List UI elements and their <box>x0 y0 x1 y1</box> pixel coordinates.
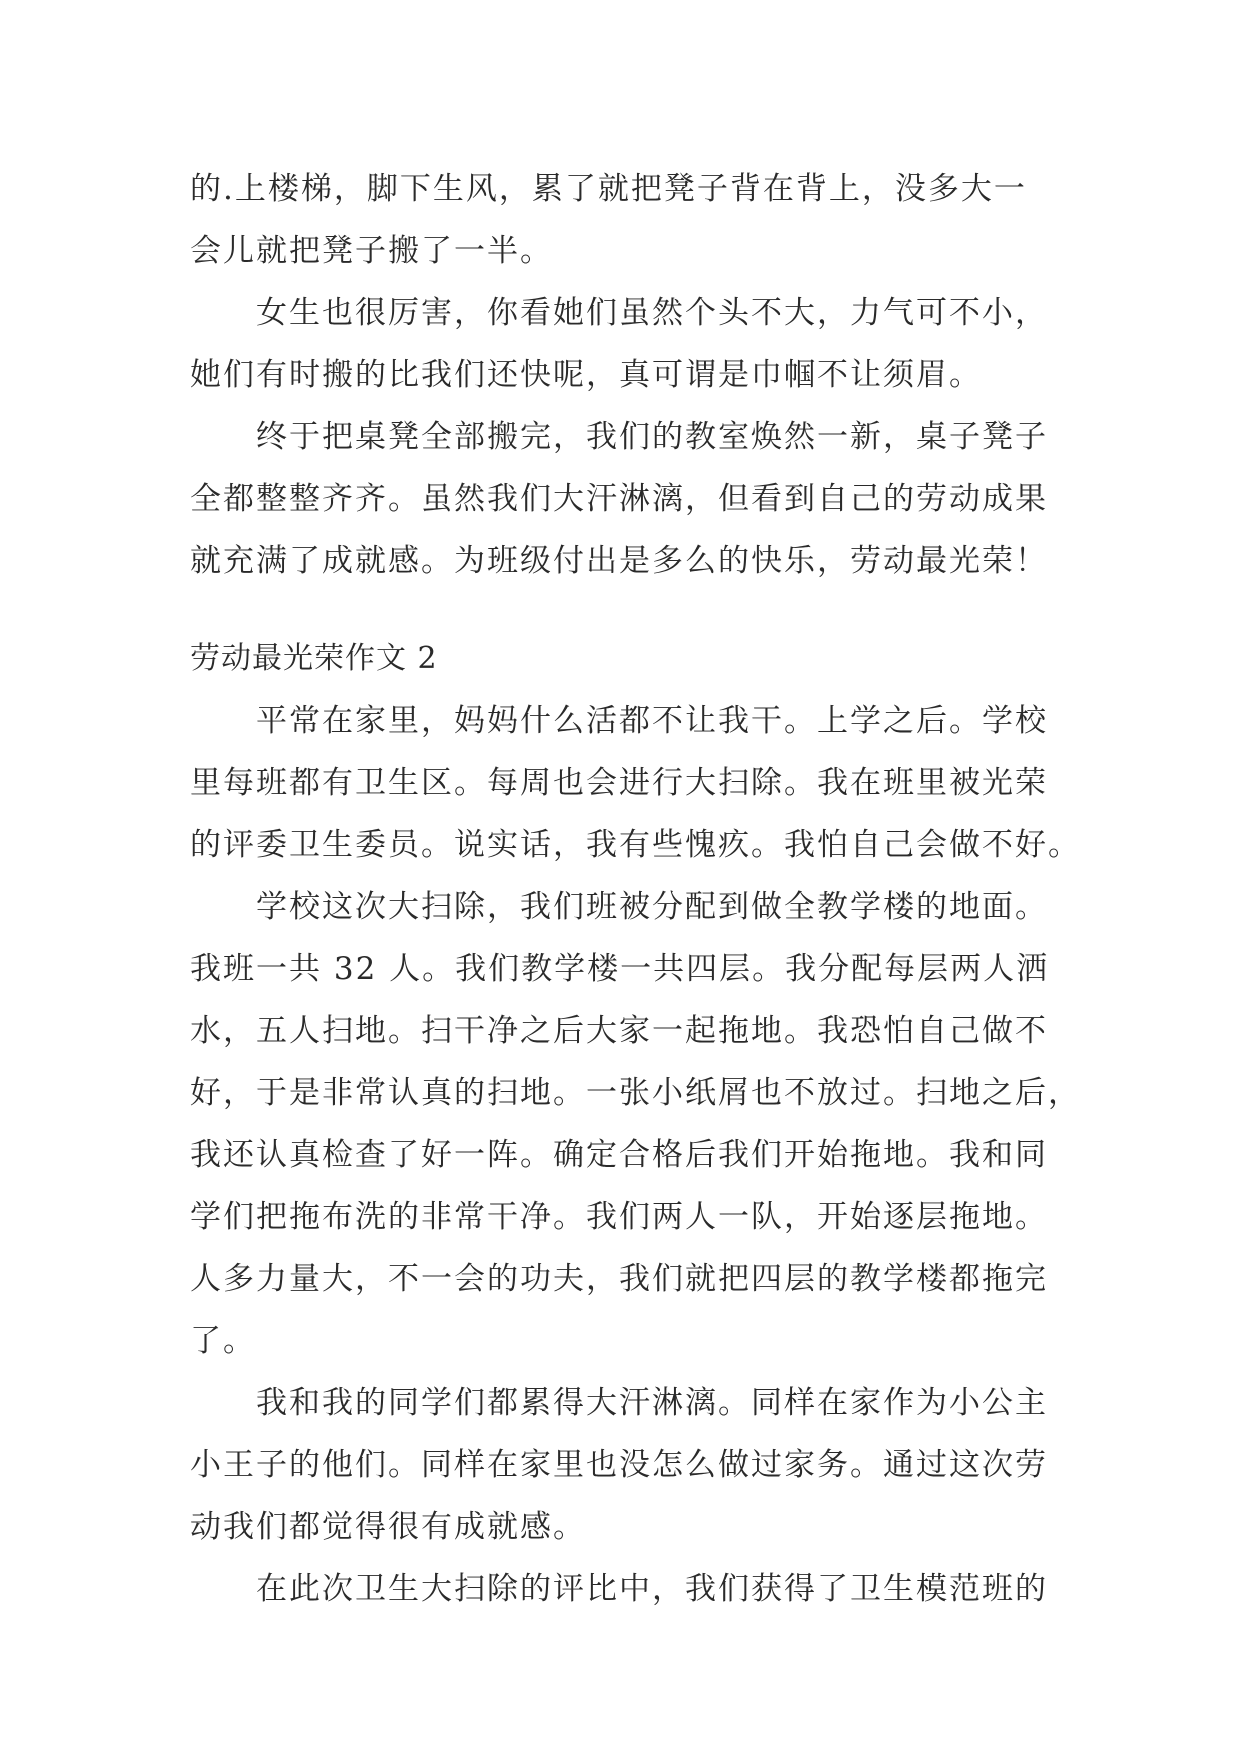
document-body <box>190 158 1081 1620</box>
text-line: 人多力量大，不一会的功夫，我们就把四层的教学楼都拖完 <box>190 1261 1048 1297</box>
text-line: 动我们都觉得很有成就感。 <box>190 1509 586 1545</box>
text-line: 小王子的他们。同样在家里也没怎么做过家务。通过这次劳 <box>190 1447 1048 1483</box>
text-line: 好，于是非常认真的扫地。一张小纸屑也不放过。扫地之后， <box>190 1075 1081 1111</box>
text-line: 终于把桌凳全部搬完，我们的教室焕然一新，桌子凳子 <box>256 419 1048 455</box>
paragraph <box>190 158 1050 282</box>
text-line: 里每班都有卫生区。每周也会进行大扫除。我在班里被光荣 <box>190 765 1048 801</box>
text-line: 我还认真检查了好一阵。确定合格后我们开始拖地。我和同 <box>190 1137 1048 1173</box>
text-line: 她们有时搬的比我们还快呢，真可谓是巾帼不让须眉。 <box>190 357 982 393</box>
text-line: 水，五人扫地。扫干净之后大家一起拖地。我恐怕自己做不 <box>190 1013 1048 1049</box>
section-heading: 劳动最光荣作文 2 <box>190 641 438 676</box>
text-line: 就充满了成就感。为班级付出是多么的快乐，劳动最光荣！ <box>190 543 1048 579</box>
text-line: 在此次卫生大扫除的评比中，我们获得了卫生模范班的 <box>256 1571 1048 1607</box>
section-gap <box>190 592 1050 628</box>
text-line: 我和我的同学们都累得大汗淋漓。同样在家作为小公主 <box>256 1385 1048 1421</box>
text-line: 学们把拖布洗的非常干净。我们两人一队，开始逐层拖地。 <box>190 1199 1048 1235</box>
text-line: 会儿就把凳子搬了一半。 <box>190 233 553 269</box>
paragraph <box>190 876 1081 1372</box>
paragraph <box>190 690 1081 876</box>
text-line: 全都整整齐齐。虽然我们大汗淋漓，但看到自己的劳动成果 <box>190 481 1048 517</box>
text-line: 我班一共 32 人。我们教学楼一共四层。我分配每层两人洒 <box>190 951 1050 987</box>
paragraph <box>190 406 1050 592</box>
paragraph <box>190 282 1050 406</box>
paragraph <box>190 1558 1050 1620</box>
paragraph <box>190 1372 1050 1558</box>
text-line: 学校这次大扫除，我们班被分配到做全教学楼的地面。 <box>256 889 1048 925</box>
text-line: 女生也很厉害，你看她们虽然个头不大，力气可不小， <box>256 295 1048 331</box>
text-line: 了。 <box>190 1323 256 1359</box>
text-line: 平常在家里，妈妈什么活都不让我干。上学之后。学校 <box>256 703 1048 739</box>
text-line: 的评委卫生委员。说实话，我有些愧疚。我怕自己会做不好。 <box>190 827 1081 863</box>
text-line: 的.上楼梯，脚下生风，累了就把凳子背在背上，没多大一 <box>190 171 1027 207</box>
